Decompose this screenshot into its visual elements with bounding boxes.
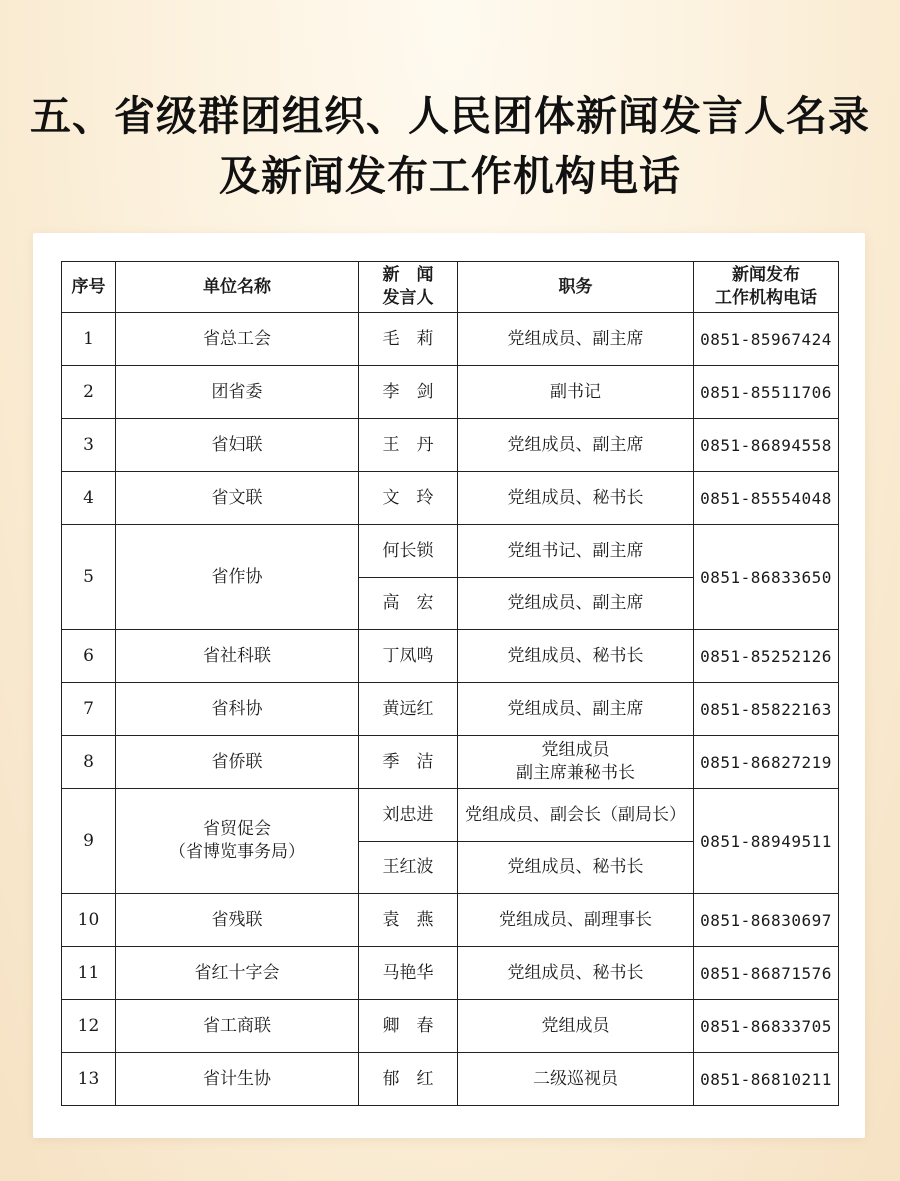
row-unit: 省科协	[116, 683, 359, 736]
row-unit: 省文联	[116, 472, 359, 525]
table-row	[62, 1053, 839, 1106]
row-index: 1	[62, 313, 116, 366]
table-row	[62, 683, 839, 736]
row-unit: 省社科联	[116, 630, 359, 683]
table-row	[62, 1000, 839, 1053]
header-row	[62, 262, 839, 313]
table-row	[62, 313, 839, 366]
row-person: 黄远红	[359, 683, 458, 736]
header-phone	[694, 262, 839, 313]
row-person-2: 高 宏	[359, 578, 458, 630]
row-person: 丁凤鸣	[359, 630, 458, 683]
page-title	[0, 86, 900, 206]
row-person: 卿 春	[359, 1000, 458, 1053]
header-unit: 单位名称	[116, 262, 359, 313]
row-unit	[116, 789, 359, 894]
row-person-2: 王红波	[359, 842, 458, 894]
row-person: 刘忠进	[359, 789, 458, 842]
row-phone: 0851-86810211	[694, 1053, 839, 1106]
row-position: 党组书记、副主席	[458, 525, 694, 578]
row-person: 马艳华	[359, 947, 458, 1000]
row-phone: 0851-86894558	[694, 419, 839, 472]
row-unit: 省侨联	[116, 736, 359, 789]
header-phone-line2: 工作机构电话	[715, 288, 817, 308]
row-unit: 省残联	[116, 894, 359, 947]
table-row	[62, 789, 839, 842]
header-spokesperson-line1: 新 闻	[382, 265, 434, 285]
row-phone: 0851-88949511	[694, 789, 839, 894]
table-row	[62, 630, 839, 683]
row-phone: 0851-86833705	[694, 1000, 839, 1053]
row-phone: 0851-85822163	[694, 683, 839, 736]
table-row	[62, 947, 839, 1000]
title-line-2: 及新闻发布工作机构电话	[219, 152, 681, 200]
row-index: 2	[62, 366, 116, 419]
spokesperson-table	[61, 261, 839, 1106]
row-phone: 0851-85511706	[694, 366, 839, 419]
row-position	[458, 736, 694, 789]
header-spokesperson-line2: 发言人	[382, 288, 434, 308]
row-index: 4	[62, 472, 116, 525]
row-person: 毛 莉	[359, 313, 458, 366]
table-row	[62, 894, 839, 947]
row-position-line2: 副主席兼秘书长	[516, 763, 635, 783]
row-position: 党组成员	[458, 1000, 694, 1053]
row-index: 8	[62, 736, 116, 789]
row-index: 7	[62, 683, 116, 736]
row-person: 李 剑	[359, 366, 458, 419]
table-row	[62, 736, 839, 789]
row-unit: 省计生协	[116, 1053, 359, 1106]
row-unit: 省工商联	[116, 1000, 359, 1053]
row-phone: 0851-86833650	[694, 525, 839, 630]
row-phone: 0851-85252126	[694, 630, 839, 683]
row-position: 党组成员、副主席	[458, 683, 694, 736]
row-position: 二级巡视员	[458, 1053, 694, 1106]
header-phone-line1: 新闻发布	[732, 265, 800, 285]
row-phone: 0851-86871576	[694, 947, 839, 1000]
row-position: 副书记	[458, 366, 694, 419]
row-person: 郁 红	[359, 1053, 458, 1106]
row-position: 党组成员、秘书长	[458, 630, 694, 683]
row-phone: 0851-85967424	[694, 313, 839, 366]
row-unit-line1: 省贸促会	[203, 819, 271, 839]
row-index: 3	[62, 419, 116, 472]
row-position-line1: 党组成员	[541, 740, 610, 760]
row-position: 党组成员、秘书长	[458, 472, 694, 525]
table-row	[62, 419, 839, 472]
row-unit: 省妇联	[116, 419, 359, 472]
row-position: 党组成员、秘书长	[458, 947, 694, 1000]
row-index: 9	[62, 789, 116, 894]
header-position: 职务	[458, 262, 694, 313]
row-position: 党组成员、副主席	[458, 419, 694, 472]
table-card	[33, 233, 865, 1138]
title-line-1: 五、省级群团组织、人民团体新闻发言人名录	[30, 92, 870, 140]
row-unit: 团省委	[116, 366, 359, 419]
row-phone: 0851-86830697	[694, 894, 839, 947]
row-position-2: 党组成员、副主席	[458, 578, 694, 630]
table-row	[62, 525, 839, 578]
table-row	[62, 472, 839, 525]
table-row	[62, 366, 839, 419]
row-person: 何长锁	[359, 525, 458, 578]
row-unit-line2: （省博览事务局）	[169, 842, 305, 862]
row-person: 文 玲	[359, 472, 458, 525]
row-index: 5	[62, 525, 116, 630]
row-index: 13	[62, 1053, 116, 1106]
row-person: 袁 燕	[359, 894, 458, 947]
row-index: 10	[62, 894, 116, 947]
row-index: 11	[62, 947, 116, 1000]
row-phone: 0851-85554048	[694, 472, 839, 525]
row-person: 季 洁	[359, 736, 458, 789]
row-position: 党组成员、副理事长	[458, 894, 694, 947]
row-unit: 省红十字会	[116, 947, 359, 1000]
row-position-2: 党组成员、秘书长	[458, 842, 694, 894]
row-index: 12	[62, 1000, 116, 1053]
row-phone: 0851-86827219	[694, 736, 839, 789]
row-position: 党组成员、副会长（副局长）	[458, 789, 694, 842]
row-person: 王 丹	[359, 419, 458, 472]
row-position: 党组成员、副主席	[458, 313, 694, 366]
header-spokesperson	[359, 262, 458, 313]
row-unit: 省总工会	[116, 313, 359, 366]
row-index: 6	[62, 630, 116, 683]
header-index: 序号	[62, 262, 116, 313]
row-unit: 省作协	[116, 525, 359, 630]
